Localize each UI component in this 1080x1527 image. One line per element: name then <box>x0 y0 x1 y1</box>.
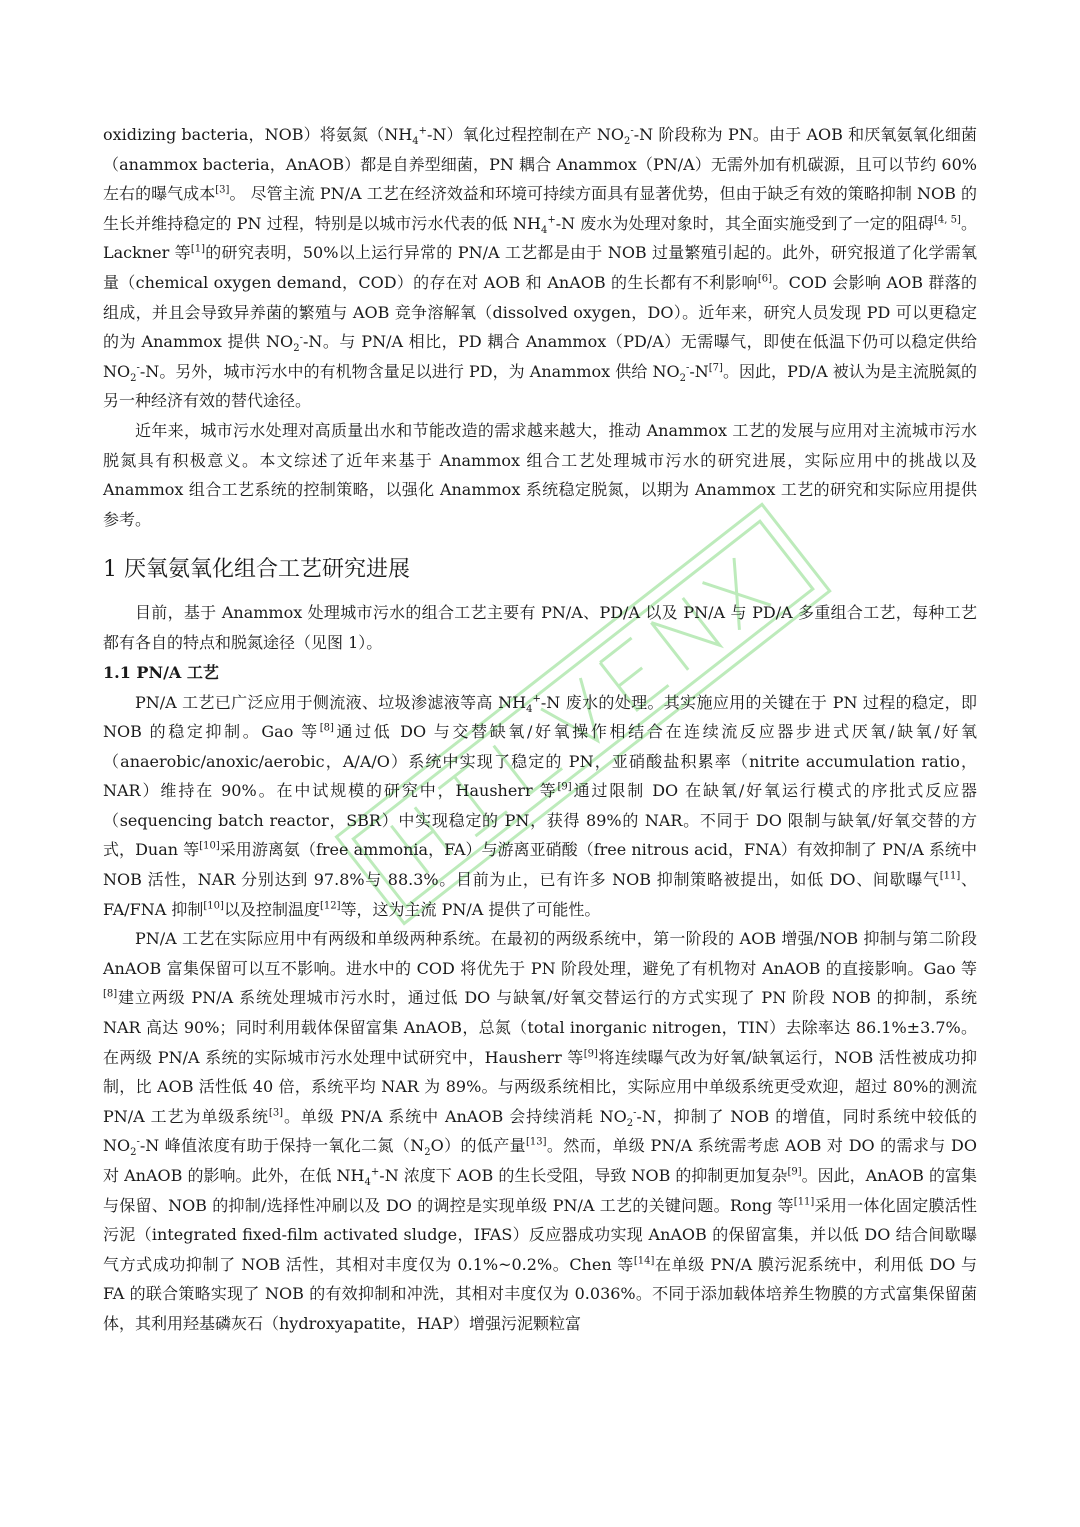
citation: [8] <box>103 989 118 1001</box>
citation: [3] <box>268 1107 284 1119</box>
paragraph-pna-process: PN/A 工艺已广泛应用于侧流液、垃圾渗滤液等高 $NH_4^+-N$ 废水的处理。其实施应用的关键在于 PN 过程的稳定，即 NOB 的稳定抑制。Gao 等[8]通过低 DO 与交替缺氧/好氧操作相结合在连续流反应器步进式厌氧/缺氧/好氧（anaerobic/anoxic/aerobic，A/A/O）系统中实现了稳定的 PN，亚硝酸盐积累率（nitrite accumulation ratio，NAR）维持在 90%。在中试规模的研究中，Hausherr 等[9]通过限制 DO 在缺氧/好氧运行模式的序批式反应器（sequencing batch reactor，SBR）中实现稳定的 PN，获得 89%的 NAR。不同于 DO 限制与缺氧/好氧交替的方式，Duan 等[10]采用游离氨（free ammonia，FA）与游离亚硝酸（free nitrous acid，FNA）有效抑制了 PN/A 系统中 NOB 活性，NAR 分别达到 97.8%与 88.3%。目前为止，已有许多 NOB 抑制策略被提出，如低 DO、间歇曝气[11]、FA/FNA 抑制[10]以及控制温度[12]等，这为主流 PN/A 提供了可能性。 <box>103 692 977 919</box>
subsection-heading-1-1: 1.1 PN/A 工艺 <box>103 662 219 682</box>
citation: [12] <box>319 900 341 912</box>
citation: [1] <box>190 244 206 256</box>
citation: [3] <box>215 184 230 196</box>
citation: [13] <box>525 1137 547 1149</box>
citation: [8] <box>319 722 334 734</box>
document-page <box>103 120 977 1339</box>
citation: [9] <box>557 781 572 793</box>
citation: [10] <box>203 900 224 912</box>
paragraph-intro-continued: oxidizing bacteria，NOB）将氨氮$(NH_4^+-N)$氧化过程控制在产 $NO_2^--N$ 阶段称为 PN。由于 AOB 和厌氧氨氧化细菌（anammox bacteria，AnAOB）都是自养型细菌，PN 耦合 Anammox（PN/A）无需外加有机碳源，且可以节约 60%左右的曝气成本[3]。 尽管主流 PN/A 工艺在经济效益和环境可持续方面具有显著优势，但由于缺乏有效的策略抑制 NOB 的生长并维持稳定的 PN 过程，特别是以城市污水代表的低 $NH_4^+-N$ 废水为处理对象时，其全面实施受到了一定的阻碍[4, 5]。Lackner 等[1]的研究表明，50%以上运行异常的 PN/A 工艺都是由于 NOB 过量繁殖引起的。此外，研究报道了化学需氧量（chemical oxygen demand，COD）的存在对 AOB 和 AnAOB 的生长都有不利影响[6]。COD 会影响 AOB 群落的组成，并且会导致异养菌的繁殖与 AOB 竞争溶解氧（dissolved oxygen，DO）。近年来，研究人员发现 PD 可以更稳定的为 Anammox 提供 $NO_2^--N$。与 PN/A 相比，PD 耦合 Anammox（PD/A）无需曝气，即使在低温下仍可以稳定供给 $NO_2^--N$。另外，城市污水中的有机物含量足以进行 PD，为 Anammox 供给 $NO_2^--N[7]$。因此，PD/A 被认为是主流脱氮的另一种经济有效的替代途径。 <box>103 125 977 411</box>
paragraph-pna-systems: PN/A 工艺在实际应用中有两级和单级两种系统。在最初的两级系统中，第一阶段的 AOB 增强/NOB 抑制与第二阶段 AnAOB 富集保留可以互不影响。进水中的 COD 将优先于 PN 阶段处理，避免了有机物对 AnAOB 的直接影响。Gao 等[8]建立两级 PN/A 系统处理城市污水时，通过低 DO 与缺氧/好氧交替运行的方式实现了 PN 阶段 NOB 的抑制，系统 NAR 高达 90%；同时利用载体保留富集 AnAOB，总氮（total inorganic nitrogen，TIN）去除率达 86.1%±3.7%。在两级 PN/A 系统的实际城市污水处理中试研究中，Hausherr 等[9]将连续曝气改为好氧/缺氧运行，NOB 活性被成功抑制，比 AOB 活性低 40 倍，系统平均 NAR 为 89%。与两级系统相比，实际应用中单级系统更受欢迎，超过 80%的测流 PN/A 工艺为单级系统[3]。单级 PN/A 系统中 AnAOB 会持续消耗 $NO_2^--N$，抑制了 NOB 的增值，同时系统中较低的 $NO_2^--N$ 峰值浓度有助于保持一氧化二氮$(N_2O)$的低产量[13]。然而，单级 PN/A 系统需考虑 AOB 对 DO 的需求与 DO 对 AnAOB 的影响。此外，在低 $NH_4^+-N$ 浓度下 AOB 的生长受阻，导致 NOB 的抑制更加复杂[9]。因此，AnAOB 的富集与保留、NOB 的抑制/选择性冲刷以及 DO 的调控是实现单级 PN/A 工艺的关键问题。Rong 等[11]采用一体化固定膜活性污泥（integrated fixed-film activated sludge，IFAS）反应器成功实现 AnAOB 的保留富集，并以低 DO 结合间歇曝气方式成功抑制了 NOB 活性，其相对丰度仅为 0.1%~0.2%。Chen 等[14]在单级 PN/A 膜污泥系统中，利用低 DO 与 FA 的联合策略实现了 NOB 的有效抑制和冲洗，其相对丰度仅为 0.036%。不同于添加载体培养生物膜的方式富集保留菌体，其利用羟基磷灰石（hydroxyapatite，HAP）增强污泥颗粒富 <box>103 929 977 1333</box>
citation: [7] <box>708 362 723 374</box>
citation: [6] <box>757 273 772 285</box>
citation: [11] <box>939 870 961 882</box>
paragraph-combined-processes: 目前，基于 Anammox 处理城市污水的组合工艺主要有 PN/A、PD/A 以及 PN/A 与 PD/A 多重组合工艺，每种工艺都有各自的特点和脱氮途径（见图 1）。 <box>103 603 977 652</box>
citation: [4, 5] <box>933 214 961 226</box>
paragraph-review-scope: 近年来，城市污水处理对高质量出水和节能改造的需求越来越大，推动 Anammox 工艺的发展与应用对主流城市污水脱氮具有积极意义。本文综述了近年来基于 Anammox 组合工艺处理城市污水的研究进展，实际应用中的挑战以及 Anammox 组合工艺系统的控制策略，以强化 Anammox 系统稳定脱氮，以期为 Anammox 工艺的研究和实际应用提供参考。 <box>103 420 977 529</box>
section-heading-1: 1 厌氧氨氧化组合工艺研究进展 <box>103 557 411 583</box>
citation: [9] <box>787 1166 802 1178</box>
citation: [10] <box>199 841 220 853</box>
citation: [11] <box>793 1196 815 1208</box>
citation: [14] <box>633 1255 655 1267</box>
citation: [9] <box>583 1048 598 1060</box>
